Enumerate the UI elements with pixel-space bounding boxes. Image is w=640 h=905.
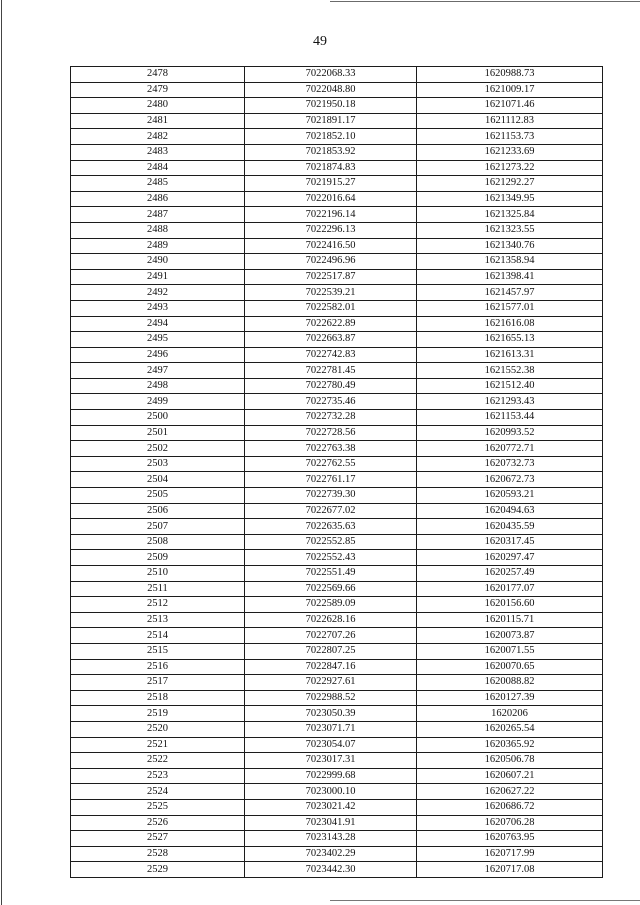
point-number-cell: 2491	[71, 269, 245, 285]
point-number-cell: 2498	[71, 378, 245, 394]
table-row	[71, 82, 603, 98]
y-coordinate-cell: 1620686.72	[417, 799, 603, 815]
point-number-cell: 2520	[71, 721, 245, 737]
table-row	[71, 332, 603, 348]
point-number-cell: 2499	[71, 394, 245, 410]
y-coordinate-cell: 1620156.60	[417, 597, 603, 613]
y-coordinate-cell: 1620706.28	[417, 815, 603, 831]
point-number-cell: 2517	[71, 675, 245, 691]
coordinates-table	[70, 66, 603, 878]
x-coordinate-cell: 7022707.26	[245, 628, 417, 644]
y-coordinate-cell: 1620088.82	[417, 675, 603, 691]
table-row	[71, 207, 603, 223]
table-row	[71, 98, 603, 114]
table-row	[71, 160, 603, 176]
point-number-cell: 2504	[71, 472, 245, 488]
x-coordinate-cell: 7022196.14	[245, 207, 417, 223]
x-coordinate-cell: 7023143.28	[245, 831, 417, 847]
x-coordinate-cell: 7022677.02	[245, 503, 417, 519]
table-row	[71, 690, 603, 706]
table-row	[71, 410, 603, 426]
x-coordinate-cell: 7021852.10	[245, 129, 417, 145]
y-coordinate-cell: 1621325.84	[417, 207, 603, 223]
y-coordinate-cell: 1621349.95	[417, 191, 603, 207]
table-row	[71, 721, 603, 737]
point-number-cell: 2523	[71, 768, 245, 784]
x-coordinate-cell: 7022552.85	[245, 534, 417, 550]
point-number-cell: 2497	[71, 363, 245, 379]
y-coordinate-cell: 1620365.92	[417, 737, 603, 753]
x-coordinate-cell: 7022552.43	[245, 550, 417, 566]
x-coordinate-cell: 7021874.83	[245, 160, 417, 176]
point-number-cell: 2485	[71, 176, 245, 192]
x-coordinate-cell: 7022728.56	[245, 425, 417, 441]
table-row	[71, 425, 603, 441]
y-coordinate-cell: 1621512.40	[417, 378, 603, 394]
y-coordinate-cell: 1620071.55	[417, 643, 603, 659]
point-number-cell: 2489	[71, 238, 245, 254]
x-coordinate-cell: 7022847.16	[245, 659, 417, 675]
y-coordinate-cell: 1620127.39	[417, 690, 603, 706]
page-edge-top	[330, 1, 640, 2]
table-row	[71, 799, 603, 815]
x-coordinate-cell: 7022068.33	[245, 67, 417, 83]
x-coordinate-cell: 7022569.66	[245, 581, 417, 597]
coordinates-table-body	[71, 67, 603, 878]
x-coordinate-cell: 7022048.80	[245, 82, 417, 98]
table-row	[71, 612, 603, 628]
x-coordinate-cell: 7023402.29	[245, 846, 417, 862]
point-number-cell: 2492	[71, 285, 245, 301]
x-coordinate-cell: 7022296.13	[245, 222, 417, 238]
y-coordinate-cell: 1620627.22	[417, 784, 603, 800]
table-row	[71, 316, 603, 332]
table-row	[71, 550, 603, 566]
y-coordinate-cell: 1620988.73	[417, 67, 603, 83]
point-number-cell: 2479	[71, 82, 245, 98]
table-row	[71, 503, 603, 519]
point-number-cell: 2478	[71, 67, 245, 83]
x-coordinate-cell: 7022622.89	[245, 316, 417, 332]
point-number-cell: 2528	[71, 846, 245, 862]
x-coordinate-cell: 7022732.28	[245, 410, 417, 426]
y-coordinate-cell: 1620717.99	[417, 846, 603, 862]
y-coordinate-cell: 1620297.47	[417, 550, 603, 566]
table-row	[71, 67, 603, 83]
y-coordinate-cell: 1621009.17	[417, 82, 603, 98]
point-number-cell: 2501	[71, 425, 245, 441]
table-row	[71, 238, 603, 254]
y-coordinate-cell: 1621112.83	[417, 113, 603, 129]
point-number-cell: 2509	[71, 550, 245, 566]
y-coordinate-cell: 1621398.41	[417, 269, 603, 285]
y-coordinate-cell: 1621457.97	[417, 285, 603, 301]
x-coordinate-cell: 7022807.25	[245, 643, 417, 659]
y-coordinate-cell: 1620506.78	[417, 753, 603, 769]
table-row	[71, 144, 603, 160]
point-number-cell: 2525	[71, 799, 245, 815]
point-number-cell: 2482	[71, 129, 245, 145]
point-number-cell: 2488	[71, 222, 245, 238]
point-number-cell: 2506	[71, 503, 245, 519]
table-row	[71, 706, 603, 722]
table-row	[71, 643, 603, 659]
table-row	[71, 285, 603, 301]
point-number-cell: 2486	[71, 191, 245, 207]
y-coordinate-cell: 1621233.69	[417, 144, 603, 160]
x-coordinate-cell: 7021853.92	[245, 144, 417, 160]
x-coordinate-cell: 7022761.17	[245, 472, 417, 488]
table-row	[71, 441, 603, 457]
point-number-cell: 2483	[71, 144, 245, 160]
point-number-cell: 2519	[71, 706, 245, 722]
point-number-cell: 2496	[71, 347, 245, 363]
y-coordinate-cell: 1620672.73	[417, 472, 603, 488]
table-row	[71, 300, 603, 316]
table-row	[71, 347, 603, 363]
table-row	[71, 675, 603, 691]
y-coordinate-cell: 1621153.44	[417, 410, 603, 426]
x-coordinate-cell: 7022539.21	[245, 285, 417, 301]
table-row	[71, 768, 603, 784]
point-number-cell: 2507	[71, 519, 245, 535]
table-row	[71, 831, 603, 847]
table-row	[71, 113, 603, 129]
x-coordinate-cell: 7021891.17	[245, 113, 417, 129]
point-number-cell: 2513	[71, 612, 245, 628]
y-coordinate-cell: 1621340.76	[417, 238, 603, 254]
x-coordinate-cell: 7022999.68	[245, 768, 417, 784]
y-coordinate-cell: 1621358.94	[417, 254, 603, 270]
table-row	[71, 659, 603, 675]
table-row	[71, 363, 603, 379]
table-row	[71, 488, 603, 504]
point-number-cell: 2527	[71, 831, 245, 847]
table-row	[71, 784, 603, 800]
x-coordinate-cell: 7023050.39	[245, 706, 417, 722]
table-row	[71, 815, 603, 831]
y-coordinate-cell: 1620177.07	[417, 581, 603, 597]
x-coordinate-cell: 7022517.87	[245, 269, 417, 285]
y-coordinate-cell: 1621552.38	[417, 363, 603, 379]
table-row	[71, 581, 603, 597]
point-number-cell: 2495	[71, 332, 245, 348]
x-coordinate-cell: 7023017.31	[245, 753, 417, 769]
x-coordinate-cell: 7022551.49	[245, 566, 417, 582]
table-row	[71, 254, 603, 270]
table-row	[71, 222, 603, 238]
x-coordinate-cell: 7021915.27	[245, 176, 417, 192]
y-coordinate-cell: 1620494.63	[417, 503, 603, 519]
x-coordinate-cell: 7022416.50	[245, 238, 417, 254]
y-coordinate-cell: 1620435.59	[417, 519, 603, 535]
table-row	[71, 456, 603, 472]
table-row	[71, 628, 603, 644]
y-coordinate-cell: 1620115.71	[417, 612, 603, 628]
y-coordinate-cell: 1621071.46	[417, 98, 603, 114]
y-coordinate-cell: 1620772.71	[417, 441, 603, 457]
point-number-cell: 2515	[71, 643, 245, 659]
x-coordinate-cell: 7023071.71	[245, 721, 417, 737]
x-coordinate-cell: 7022016.64	[245, 191, 417, 207]
y-coordinate-cell: 1620317.45	[417, 534, 603, 550]
x-coordinate-cell: 7022742.83	[245, 347, 417, 363]
x-coordinate-cell: 7022780.49	[245, 378, 417, 394]
y-coordinate-cell: 1620717.08	[417, 862, 603, 878]
point-number-cell: 2503	[71, 456, 245, 472]
point-number-cell: 2493	[71, 300, 245, 316]
y-coordinate-cell: 1620265.54	[417, 721, 603, 737]
x-coordinate-cell: 7022663.87	[245, 332, 417, 348]
x-coordinate-cell: 7022927.61	[245, 675, 417, 691]
table-row	[71, 394, 603, 410]
y-coordinate-cell: 1621577.01	[417, 300, 603, 316]
x-coordinate-cell: 7022739.30	[245, 488, 417, 504]
point-number-cell: 2508	[71, 534, 245, 550]
point-number-cell: 2502	[71, 441, 245, 457]
x-coordinate-cell: 7023054.07	[245, 737, 417, 753]
x-coordinate-cell: 7022635.63	[245, 519, 417, 535]
y-coordinate-cell: 1621613.31	[417, 347, 603, 363]
y-coordinate-cell: 1620206	[417, 706, 603, 722]
x-coordinate-cell: 7022988.52	[245, 690, 417, 706]
point-number-cell: 2511	[71, 581, 245, 597]
point-number-cell: 2518	[71, 690, 245, 706]
y-coordinate-cell: 1621153.73	[417, 129, 603, 145]
point-number-cell: 2487	[71, 207, 245, 223]
y-coordinate-cell: 1621323.55	[417, 222, 603, 238]
y-coordinate-cell: 1620607.21	[417, 768, 603, 784]
point-number-cell: 2516	[71, 659, 245, 675]
y-coordinate-cell: 1620073.87	[417, 628, 603, 644]
table-row	[71, 191, 603, 207]
y-coordinate-cell: 1620993.52	[417, 425, 603, 441]
x-coordinate-cell: 7022496.96	[245, 254, 417, 270]
x-coordinate-cell: 7023000.10	[245, 784, 417, 800]
table-row	[71, 378, 603, 394]
table-row	[71, 129, 603, 145]
point-number-cell: 2484	[71, 160, 245, 176]
point-number-cell: 2512	[71, 597, 245, 613]
table-row	[71, 737, 603, 753]
point-number-cell: 2514	[71, 628, 245, 644]
table-row	[71, 176, 603, 192]
y-coordinate-cell: 1621616.08	[417, 316, 603, 332]
y-coordinate-cell: 1621293.43	[417, 394, 603, 410]
x-coordinate-cell: 7022781.45	[245, 363, 417, 379]
table-row	[71, 519, 603, 535]
point-number-cell: 2529	[71, 862, 245, 878]
point-number-cell: 2521	[71, 737, 245, 753]
x-coordinate-cell: 7021950.18	[245, 98, 417, 114]
point-number-cell: 2480	[71, 98, 245, 114]
page-number: 49	[313, 34, 327, 49]
point-number-cell: 2524	[71, 784, 245, 800]
point-number-cell: 2510	[71, 566, 245, 582]
table-row	[71, 846, 603, 862]
table-row	[71, 753, 603, 769]
x-coordinate-cell: 7023021.42	[245, 799, 417, 815]
y-coordinate-cell: 1621655.13	[417, 332, 603, 348]
y-coordinate-cell: 1620593.21	[417, 488, 603, 504]
point-number-cell: 2522	[71, 753, 245, 769]
x-coordinate-cell: 7022589.09	[245, 597, 417, 613]
y-coordinate-cell: 1620070.65	[417, 659, 603, 675]
x-coordinate-cell: 7022763.38	[245, 441, 417, 457]
table-row	[71, 862, 603, 878]
x-coordinate-cell: 7022582.01	[245, 300, 417, 316]
point-number-cell: 2526	[71, 815, 245, 831]
x-coordinate-cell: 7023442.30	[245, 862, 417, 878]
table-row	[71, 534, 603, 550]
x-coordinate-cell: 7022628.16	[245, 612, 417, 628]
page-edge-left	[1, 0, 2, 905]
x-coordinate-cell: 7022735.46	[245, 394, 417, 410]
page-edge-bottom	[330, 900, 640, 901]
point-number-cell: 2505	[71, 488, 245, 504]
x-coordinate-cell: 7023041.91	[245, 815, 417, 831]
point-number-cell: 2500	[71, 410, 245, 426]
point-number-cell: 2494	[71, 316, 245, 332]
table-row	[71, 472, 603, 488]
x-coordinate-cell: 7022762.55	[245, 456, 417, 472]
point-number-cell: 2490	[71, 254, 245, 270]
y-coordinate-cell: 1620763.95	[417, 831, 603, 847]
y-coordinate-cell: 1620257.49	[417, 566, 603, 582]
y-coordinate-cell: 1620732.73	[417, 456, 603, 472]
table-row	[71, 597, 603, 613]
table-row	[71, 566, 603, 582]
y-coordinate-cell: 1621273.22	[417, 160, 603, 176]
y-coordinate-cell: 1621292.27	[417, 176, 603, 192]
table-row	[71, 269, 603, 285]
point-number-cell: 2481	[71, 113, 245, 129]
